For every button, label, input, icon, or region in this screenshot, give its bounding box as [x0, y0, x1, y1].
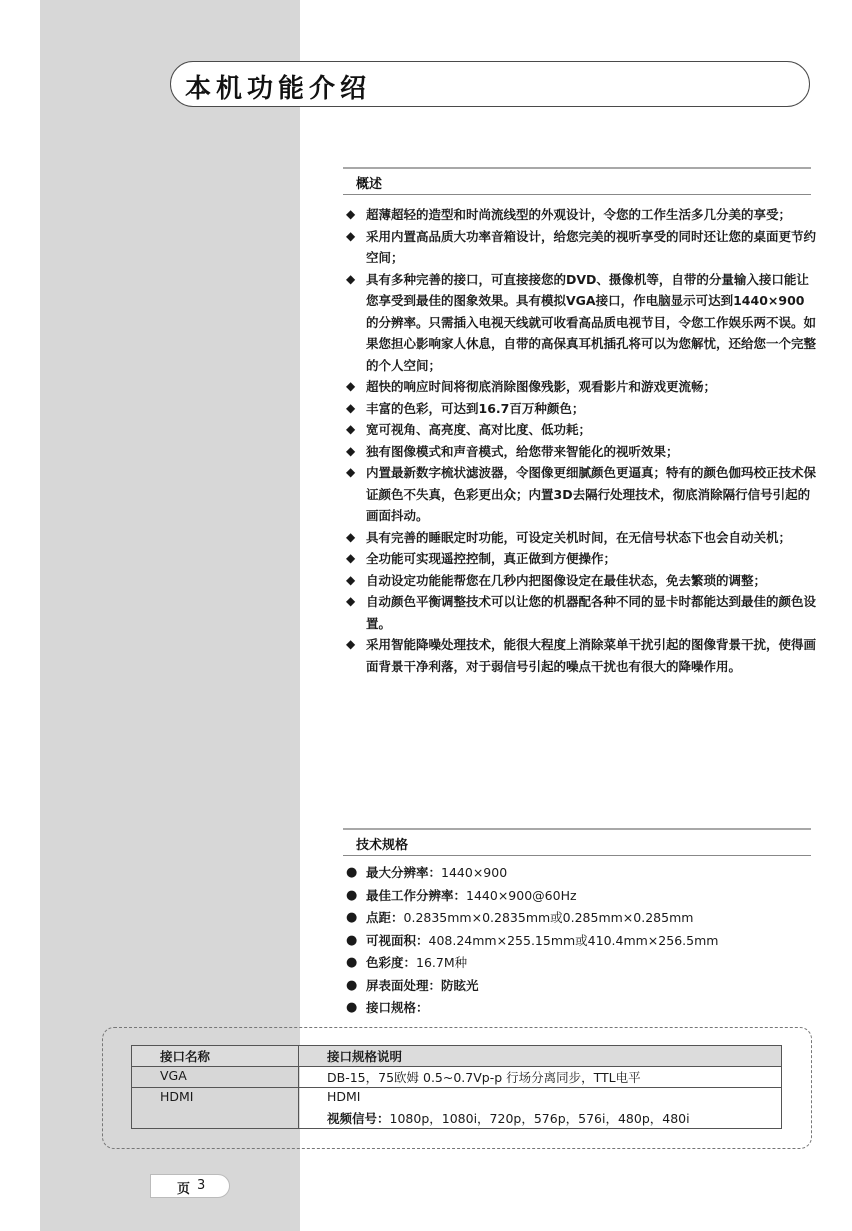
diamond-bullet-icon: ◆: [346, 207, 356, 221]
port-video-signal: 视频信号：1080p，1080i，720p，576p，576i，480p，480i: [299, 1108, 782, 1129]
overview-heading: 概述: [356, 177, 383, 192]
overview-section: [343, 167, 811, 195]
diamond-bullet-icon: ◆: [346, 637, 356, 651]
spec-item: ● 接口规格：: [346, 997, 816, 1020]
list-item: ◆ 自动设定功能能帮您在几秒内把图像设定在最佳状态，免去繁琐的调整；: [346, 570, 816, 592]
diamond-bullet-icon: ◆: [346, 379, 356, 393]
spec-item: ● 最大分辨率：1440×900: [346, 862, 816, 885]
diamond-bullet-icon: ◆: [346, 400, 356, 415]
table-header-row: [132, 1046, 782, 1067]
circle-bullet-icon: ●: [346, 887, 358, 903]
diamond-bullet-icon: ◆: [346, 572, 356, 587]
table-row: [132, 1088, 782, 1109]
title-box: [170, 61, 810, 107]
specs-header: [343, 828, 811, 856]
list-item: ◆ 具有完善的睡眠定时功能，可设定关机时间，在无信号状态下也会自动关机；: [346, 527, 816, 549]
port-desc: DB-15，75欧姆 0.5~0.7Vp-p 行场分离同步，TTL电平: [299, 1067, 782, 1088]
diamond-bullet-icon: ◆: [346, 422, 356, 436]
list-item: ◆ 超快的响应时间将彻底消除图像残影，观看影片和游戏更流畅；: [346, 376, 816, 398]
table-row: [132, 1067, 782, 1088]
page-title: 本机功能介绍: [185, 74, 372, 104]
overview-header: [343, 167, 811, 195]
column-header: 接口规格说明: [299, 1046, 782, 1067]
spec-item: ● 屏表面处理：防眩光: [346, 975, 816, 998]
diamond-bullet-icon: ◆: [346, 529, 356, 544]
list-item: ◆ 丰富的色彩，可达到16.7百万种颜色；: [346, 398, 816, 420]
overview-list: [346, 204, 816, 677]
spec-item: ● 色彩度：16.7M种: [346, 952, 816, 975]
list-item: ◆ 独有图像模式和声音模式，给您带来智能化的视听效果；: [346, 441, 816, 463]
spec-item: ● 可视面积：408.24mm×255.15mm或410.4mm×256.5mm: [346, 930, 816, 953]
list-item: ◆ 宽可视角、高亮度、高对比度、低功耗；: [346, 419, 816, 441]
table-row: [132, 1108, 782, 1129]
specs-section: [343, 828, 811, 856]
page-number-tab: [150, 1174, 230, 1198]
spec-list: [346, 862, 816, 1020]
diamond-bullet-icon: ◆: [346, 271, 356, 286]
list-item: ◆ 内置最新数字梳状滤波器，令图像更细腻颜色更逼真；特有的颜色伽玛校正技术保证颜色不失真，色彩更出众；内置3D去隔行处理技术，彻底消除隔行信号引起的画面抖动。: [346, 462, 816, 527]
spec-item: ● 点距：0.2835mm×0.2835mm或0.285mm×0.285mm: [346, 907, 816, 930]
list-item: ◆ 采用内置高品质大功率音箱设计，给您完美的视听享受的同时还让您的桌面更节约空间；: [346, 226, 816, 269]
page-label: 页: [177, 1182, 191, 1197]
ports-table: [131, 1045, 782, 1129]
list-item: ◆ 全功能可实现遥控控制，真正做到方便操作；: [346, 548, 816, 570]
list-item: ◆ 具有多种完善的接口，可直接接您的DVD、摄像机等，自带的分量输入接口能让您享受到最佳的图象效果。具有模拟VGA接口，作电脑显示可达到1440×900的分辨率。只需插入电视天线就可收看高品质电视节目，令您工作娱乐两不误。如果您担心影响家人休息，自带的高保真耳机插孔将可以为您解忧，还给您一个完整的个人空间；: [346, 269, 816, 377]
list-item: ◆ 自动颜色平衡调整技术可以让您的机器配各种不同的显卡时都能达到最佳的颜色设置。: [346, 591, 816, 634]
diamond-bullet-icon: ◆: [346, 443, 356, 458]
diamond-bullet-icon: ◆: [346, 594, 356, 608]
diamond-bullet-icon: ◆: [346, 465, 356, 479]
circle-bullet-icon: ●: [346, 910, 358, 925]
circle-bullet-icon: ●: [346, 955, 358, 970]
diamond-bullet-icon: ◆: [346, 551, 356, 565]
circle-bullet-icon: ●: [346, 932, 358, 948]
diamond-bullet-icon: ◆: [346, 228, 356, 243]
list-item: ◆ 采用智能降噪处理技术，能很大程度上消除菜单干扰引起的图像背景干扰，使得画面背景干净利落，对于弱信号引起的噪点干扰也有很大的降噪作用。: [346, 634, 816, 677]
specs-heading: 技术规格: [356, 838, 409, 853]
circle-bullet-icon: ●: [346, 977, 358, 993]
empty-cell: [132, 1108, 299, 1129]
page-number: 3: [197, 1178, 206, 1193]
port-name: VGA: [132, 1067, 299, 1088]
spec-item: ● 最佳工作分辨率：1440×900@60Hz: [346, 885, 816, 908]
circle-bullet-icon: ●: [346, 865, 358, 880]
column-header: 接口名称: [132, 1046, 299, 1067]
port-name: HDMI: [132, 1088, 299, 1109]
port-desc: HDMI: [299, 1088, 782, 1109]
circle-bullet-icon: ●: [346, 1000, 358, 1015]
list-item: ◆ 超薄超轻的造型和时尚流线型的外观设计，令您的工作生活多几分美的享受；: [346, 204, 816, 226]
